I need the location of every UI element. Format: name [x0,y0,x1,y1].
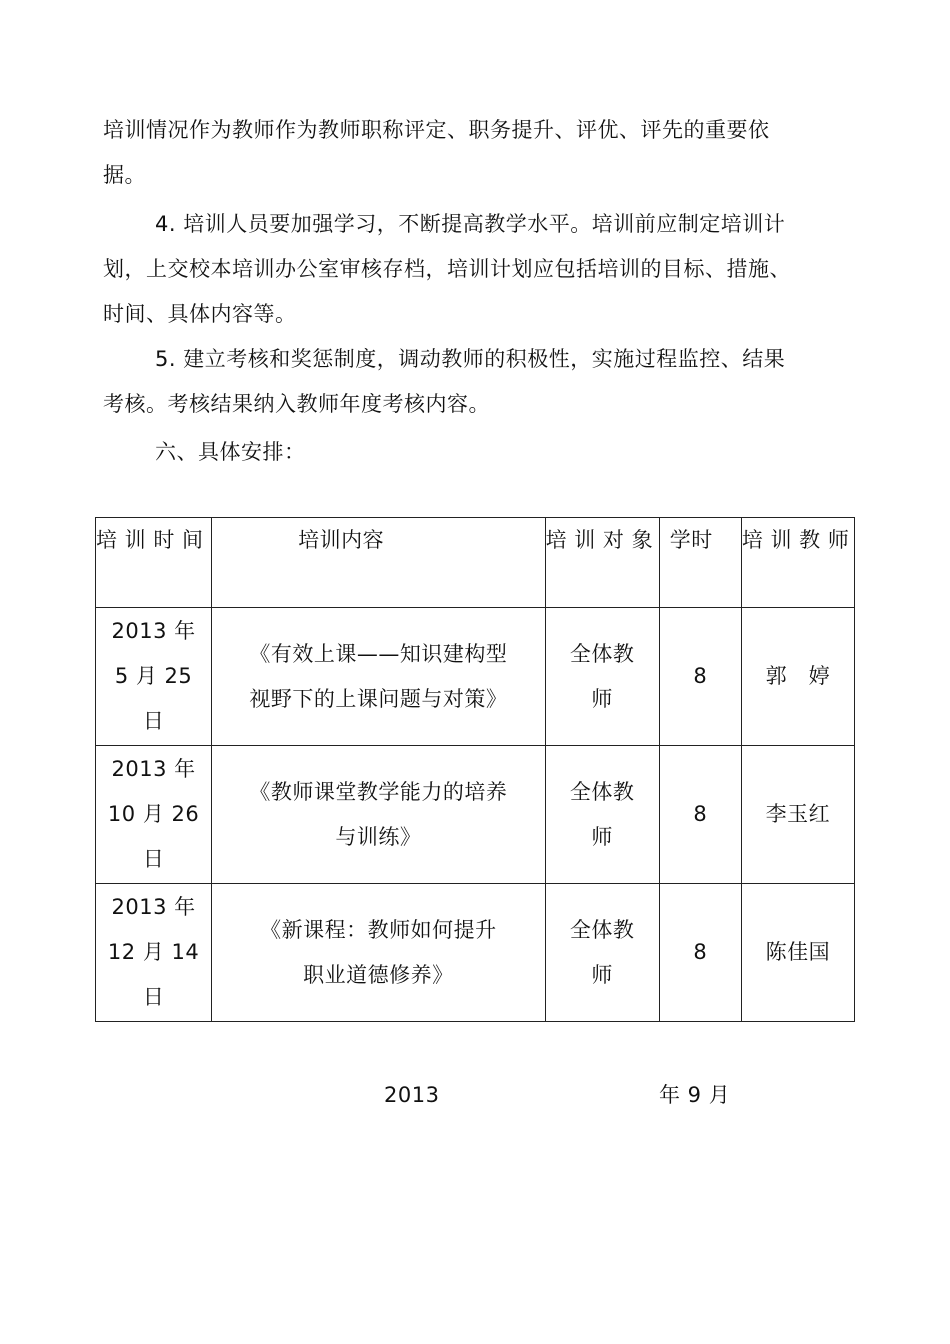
time-line: 日 [142,709,165,733]
time-line: 2013 年 [111,619,196,643]
header-time: 培 训 时 间 [96,518,212,608]
footer-date-year: 2013 [384,1083,440,1107]
target-line: 师 [591,686,613,711]
paragraph-evaluation-basis: 培训情况作为教师作为教师职称评定、职务提升、评优、评先的重要依据。 [103,118,770,187]
section-heading-schedule: 六、具体安排： [155,440,306,464]
paragraph-item-5: 5. 建立考核和奖惩制度，调动教师的积极性，实施过程监控、结果考核。考核结果纳入教师年度考核内容。 [103,347,786,416]
cell-target [545,608,659,746]
cell-time [96,608,212,746]
footer-date-month: 年 9 月 [659,1083,731,1107]
header-hours: 学时 [659,518,741,608]
training-schedule-table [95,517,855,1022]
header-target: 培 训 对 象 [545,518,659,608]
paragraph-item-4: 4. 培训人员要加强学习，不断提高教学水平。培训前应制定培训计划，上交校本培训办公室审核存档，培训计划应包括培训的目标、措施、时间、具体内容等。 [103,212,791,326]
cell-teacher: 郭 婷 [741,608,854,746]
cell-teacher: 陈佳国 [741,884,854,1022]
header-content: 培训内容 [212,518,545,608]
time-line: 5 月 25 [114,664,193,688]
cell-content [212,608,545,746]
time-line: 12 月 14 [107,940,200,964]
cell-target [545,746,659,884]
time-line: 日 [142,985,165,1009]
target-line: 师 [591,824,613,849]
content-line: 《有效上课——知识建构型 [249,641,508,666]
table-row [96,608,855,746]
content-line: 职业道德修养》 [303,962,454,987]
table-header-row [96,518,855,608]
cell-hours: 8 [659,608,741,746]
content-line: 视野下的上课问题与对策》 [249,686,508,711]
cell-content [212,884,545,1022]
table-row [96,746,855,884]
cell-hours: 8 [659,746,741,884]
target-line: 全体教 [569,779,635,804]
time-line: 10 月 26 [107,802,200,826]
table-row [96,884,855,1022]
time-line: 日 [142,847,165,871]
cell-teacher: 李玉红 [741,746,854,884]
target-line: 全体教 [569,917,635,942]
time-line: 2013 年 [111,895,196,919]
cell-hours: 8 [659,884,741,1022]
header-teacher: 培 训 教 师 [741,518,854,608]
content-line: 与训练》 [335,824,422,849]
content-line: 《新课程：教师如何提升 [260,917,497,942]
target-line: 全体教 [569,641,635,666]
cell-time [96,884,212,1022]
content-line: 《教师课堂教学能力的培养 [249,779,508,804]
cell-content [212,746,545,884]
cell-time [96,746,212,884]
target-line: 师 [591,962,613,987]
time-line: 2013 年 [111,757,196,781]
cell-target [545,884,659,1022]
